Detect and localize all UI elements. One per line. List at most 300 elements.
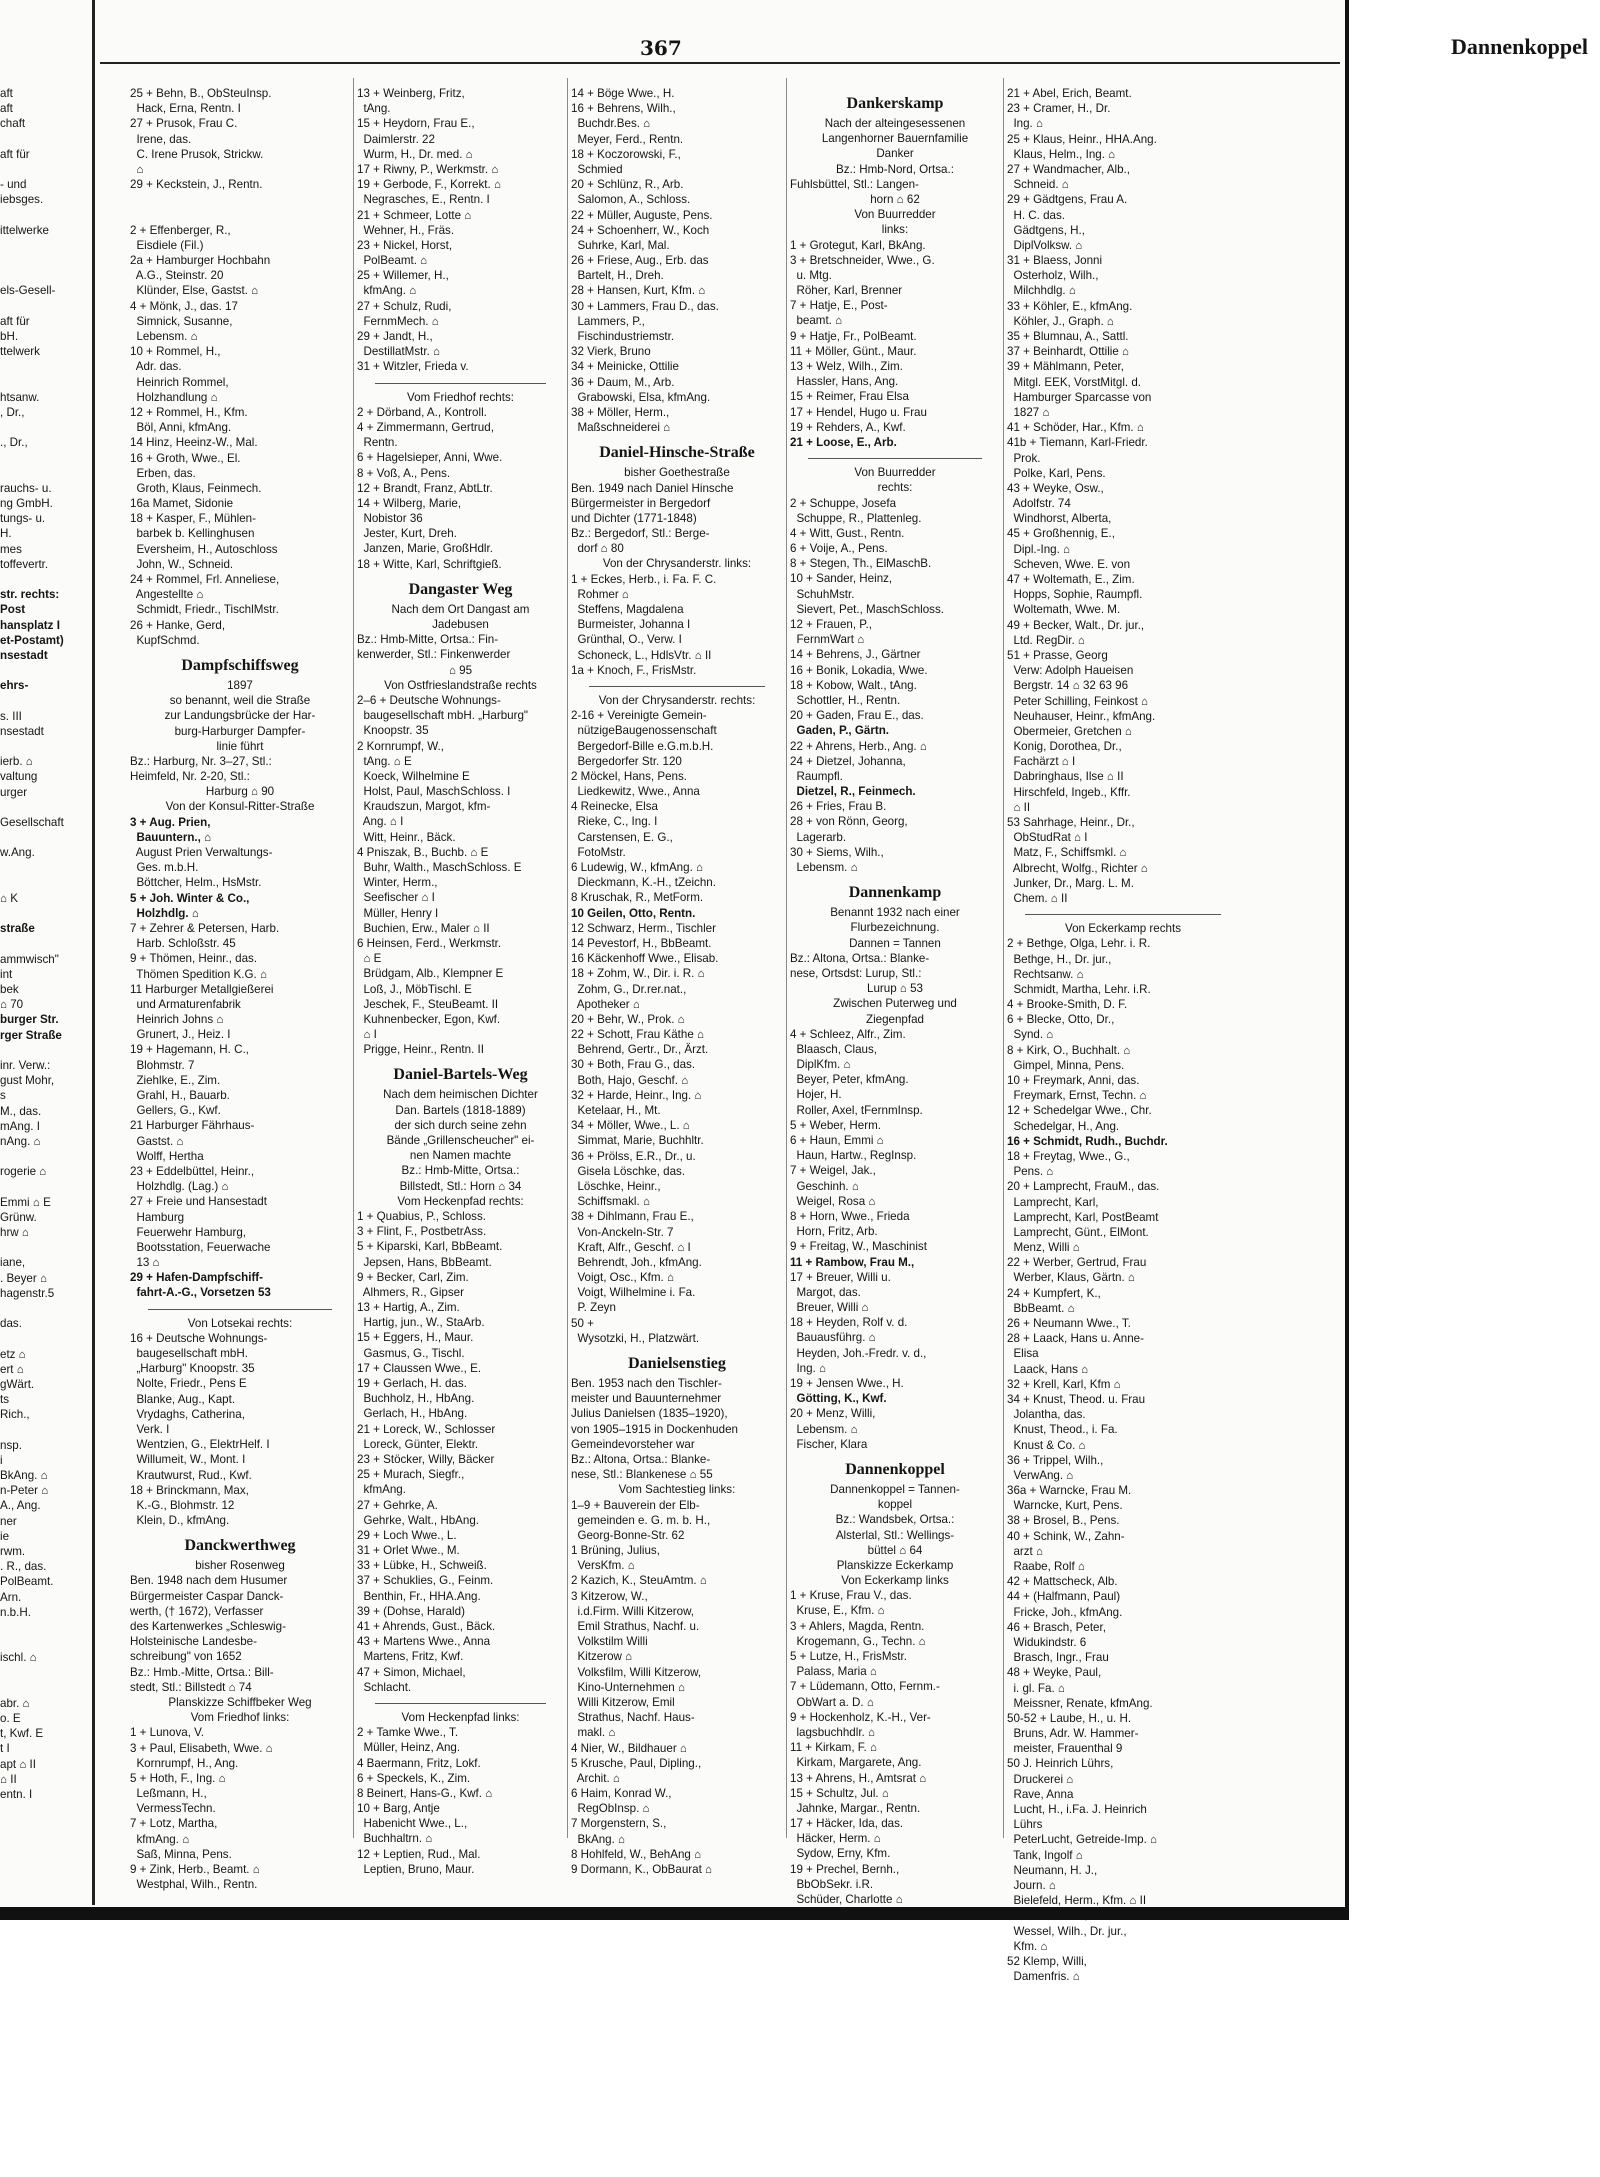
- entry-line: Heinrich Johns ⌂: [130, 1013, 224, 1027]
- entry-line: Dietzel, R., Feinmech.: [790, 785, 916, 799]
- entry-line: Voigt, Wilhelmine i. Fa.: [571, 1286, 696, 1300]
- entry-line: Nolte, Friedr., Pens E: [130, 1377, 247, 1391]
- entry-line: K.-G., Blohmstr. 12: [130, 1498, 235, 1512]
- entry-line: . R., das.: [0, 1560, 47, 1574]
- entry-line: Rich.,: [0, 1408, 30, 1422]
- entry-line: 11 + Möller, Günt., Maur.: [790, 344, 917, 358]
- entry-line: Ziehlke, E., Zim.: [130, 1073, 221, 1087]
- entry-line: Lebensm. ⌂: [790, 1422, 858, 1436]
- entry-line: FernmWart ⌂: [790, 633, 865, 647]
- entry-line: Dieckmann, K.-H., tZeichn.: [571, 876, 716, 890]
- entry-line: Hartig, jun., W., StaArb.: [357, 1316, 485, 1330]
- entry-line: Saß, Minna, Pens.: [130, 1847, 232, 1861]
- entry-line: Brüdgam, Alb., Klempner E: [357, 967, 504, 981]
- entry-line: dorf ⌂ 80: [571, 542, 624, 556]
- entry-line: arzt ⌂: [1007, 1544, 1043, 1558]
- entry-line: gemeinden e. G. m. b. H.,: [571, 1513, 711, 1527]
- entry-line: iebsges.: [0, 193, 44, 207]
- entry-line: und Armaturenfabrik: [130, 997, 241, 1011]
- entry-line: 6 + Speckels, K., Zim.: [357, 1771, 471, 1785]
- entry-line: Junker, Dr., Marg. L. M.: [1007, 876, 1134, 890]
- entry-line: Bz.: Bergedorf, Stl.: Berge-: [571, 527, 710, 541]
- entry-line: 21 Harburger Fährhaus-: [130, 1119, 255, 1133]
- entry-line: Bürgermeister Caspar Danck-: [130, 1589, 284, 1603]
- entry-line: Zohm, G., Dr.rer.nat.,: [571, 982, 687, 996]
- entry-line: t I: [0, 1742, 10, 1756]
- entry-line: Buchhaltrn. ⌂: [357, 1832, 433, 1846]
- entry-line: bek: [0, 983, 19, 997]
- entry-line: H.: [0, 527, 12, 541]
- entry-line: 24 + Kumpfert, K.,: [1007, 1286, 1101, 1300]
- entry-line: o. E: [0, 1712, 21, 1726]
- entry-line: Gaden, P., Gärtn.: [790, 724, 890, 738]
- entry-line: Blanke, Aug., Kapt.: [130, 1392, 236, 1406]
- entry-line: 29 + Jandt, H.,: [357, 330, 433, 343]
- entry-line: 8 Beinert, Hans-G., Kwf. ⌂: [357, 1786, 493, 1800]
- entry-line: w.Ang.: [0, 846, 35, 860]
- entry-line: Lebensm. ⌂: [790, 861, 858, 874]
- entry-line: 3 + Paul, Elisabeth, Wwe. ⌂: [130, 1741, 273, 1755]
- entry-line: Ing. ⌂: [790, 1361, 827, 1375]
- entry-line: P. Zeyn: [571, 1301, 616, 1315]
- entry-line: Lucht, H., i.Fa. J. Heinrich: [1007, 1803, 1147, 1816]
- entry-line: mes: [0, 542, 22, 556]
- entry-line: Negrasches, E., Rentn. I: [357, 193, 490, 207]
- entry-line: Georg-Bonne-Str. 62: [571, 1528, 685, 1542]
- entry-line: 29 + Gädtgens, Frau A.: [1007, 193, 1128, 207]
- entry-line: Schmied: [571, 162, 623, 176]
- entry-line: barbek b. Kellinghusen: [130, 527, 255, 541]
- entry-line: Daimlerstr. 22: [357, 132, 435, 146]
- entry-line: Post: [0, 603, 26, 617]
- entry-line: 32 + Harde, Heinr., Ing. ⌂: [571, 1088, 702, 1102]
- entry-line: Prok.: [1007, 451, 1041, 465]
- section-note: Vom Friedhof links:: [190, 1711, 290, 1725]
- entry-line: 12 + Leptien, Rud., Mal.: [357, 1847, 481, 1861]
- entry-line: Schottler, H., Rentn.: [790, 693, 901, 707]
- entry-line: [0, 420, 90, 435]
- entry-line: kfmAng.: [357, 1483, 406, 1497]
- street-heading: Danielsenstieg: [628, 1355, 726, 1372]
- entry-line: 27 + Gehrke, A.: [357, 1498, 438, 1512]
- entry-line: Heinrich Rommel,: [130, 375, 229, 389]
- entry-line: burger Str.: [0, 1013, 59, 1027]
- entry-line: VersKfm. ⌂: [571, 1559, 635, 1573]
- entry-line: Leptien, Bruno, Maur.: [357, 1862, 475, 1876]
- entry-line: 19 + Gerbode, F., Korrekt. ⌂: [357, 178, 501, 192]
- entry-line: Eisdiele (Fil.): [130, 238, 204, 252]
- entry-line: 42 + Mattscheck, Alb.: [1007, 1575, 1118, 1589]
- entry-line: 17 + Breuer, Willi u.: [790, 1270, 891, 1284]
- entry-line: Menz, Willi ⌂: [1007, 1241, 1080, 1255]
- entry-line: ObStudRat ⌂ I: [1007, 831, 1088, 845]
- entry-line: 10 Geilen, Otto, Rentn.: [571, 906, 696, 920]
- entry-line: 2 Möckel, Hans, Pens.: [571, 769, 687, 783]
- entry-line: ehrs-: [0, 679, 29, 693]
- entry-line: [0, 451, 90, 466]
- section-rule: [375, 1695, 546, 1704]
- entry-line: rogerie ⌂: [0, 1165, 47, 1179]
- entry-line: Gädtgens, H.,: [1007, 223, 1085, 237]
- entry-line: Witt, Heinr., Bäck.: [357, 830, 456, 844]
- entry-line: 20 + Gaden, Frau E., das.: [790, 709, 924, 723]
- entry-line: Wentzien, G., ElektrHelf. I: [130, 1438, 270, 1452]
- entry-line: 13 + Hartig, A., Zim.: [357, 1301, 460, 1315]
- entry-line: 14 + Behrens, J., Gärtner: [790, 648, 921, 662]
- entry-line: Dabringhaus, Ilse ⌂ II: [1007, 770, 1124, 784]
- entry-line: Bürgermeister in Bergedorf: [571, 496, 711, 510]
- entry-line: Gellers, G., Kwf.: [130, 1104, 221, 1118]
- entry-line: 4 Nier, W., Bildhauer ⌂: [571, 1741, 687, 1755]
- section-note: Vom Sachtestieg links:: [618, 1483, 736, 1497]
- section-note: Bände „Grillenscheucher" ei-: [386, 1134, 535, 1147]
- entry-line: Klünder, Else, Gastst. ⌂: [130, 284, 259, 298]
- scan-edge-right: [1345, 0, 1349, 1920]
- section-note: Vom Heckenpfad rechts:: [397, 1194, 524, 1208]
- section-note: burg-Harburger Dampfer-: [174, 724, 306, 738]
- entry-line: Ltd. RegDir. ⌂: [1007, 633, 1085, 647]
- section-note: Harburg ⌂ 90: [205, 785, 275, 799]
- directory-column-5: [1007, 86, 1239, 1984]
- entry-line: Buchdr.Bes. ⌂: [571, 117, 651, 131]
- entry-line: Ben. 1949 nach Daniel Hinsche: [571, 481, 734, 495]
- page-number: 367: [640, 36, 682, 60]
- entry-line: Hamburger Sparcasse von: [1007, 390, 1152, 404]
- entry-line: i: [0, 1453, 3, 1467]
- section-note: Langenhorner Bauernfamilie: [821, 132, 969, 146]
- entry-line: Volksfilm, Willi Kitzerow,: [571, 1665, 702, 1679]
- entry-line: Lammers, P.,: [571, 314, 645, 328]
- entry-line: Arn.: [0, 1590, 22, 1604]
- entry-line: [0, 830, 90, 845]
- entry-line: 46 + Brasch, Peter,: [1007, 1620, 1106, 1634]
- entry-line: [0, 253, 90, 268]
- entry-line: iane,: [0, 1256, 26, 1270]
- entry-line: 50 J. Heinrich Lührs,: [1007, 1757, 1114, 1771]
- entry-line: Strathus, Nachf. Haus-: [571, 1711, 695, 1725]
- entry-line: ner: [0, 1514, 17, 1528]
- entry-line: VerwAng. ⌂: [1007, 1468, 1074, 1482]
- entry-line: [0, 1301, 90, 1316]
- entry-line: Lamprecht, Karl, PostBeamt: [1007, 1210, 1159, 1224]
- entry-line: 31 + Orlet Wwe., M.: [357, 1544, 460, 1558]
- page-gutter-line: [92, 0, 95, 1905]
- entry-line: [0, 1043, 90, 1058]
- entry-line: 50-52 + Laube, H., u. H.: [1007, 1711, 1132, 1725]
- section-note: Zwischen Puterweg und: [833, 997, 957, 1011]
- entry-line: - und: [0, 178, 27, 192]
- entry-line: 23 + Stöcker, Willy, Bäcker: [357, 1452, 495, 1466]
- entry-line: Lamprecht, Karl,: [1007, 1195, 1099, 1209]
- entry-line: werth, († 1672), Verfasser: [130, 1604, 264, 1618]
- entry-line: meister, Frauenthal 9: [1007, 1742, 1123, 1756]
- section-note: koppel: [877, 1498, 913, 1512]
- entry-line: [0, 1620, 90, 1635]
- entry-line: Benthin, Fr., HHA.Ang.: [357, 1589, 481, 1603]
- entry-line: 22 + Ahrens, Herb., Ang. ⌂: [790, 739, 927, 753]
- entry-line: 5 + Joh. Winter & Co.,: [130, 891, 250, 905]
- column-divider: [567, 78, 568, 1838]
- entry-line: 38 + Dihlmann, Frau E.,: [571, 1210, 694, 1224]
- entry-line: Krogemann, G., Techn. ⌂: [790, 1634, 926, 1648]
- entry-line: Raumpfl.: [790, 769, 843, 783]
- entry-line: 27 + Freie und Hansestadt: [130, 1195, 267, 1209]
- section-note: Von Eckerkamp rechts: [1065, 922, 1181, 936]
- section-note: Alsterlal, Stl.: Wellings-: [835, 1528, 955, 1542]
- entry-line: 35 + Blumnau, A., Sattl.: [1007, 330, 1129, 343]
- entry-line: aft: [0, 87, 13, 100]
- entry-line: 30 + Both, Frau G., das.: [571, 1058, 696, 1072]
- entry-line: BkAng. ⌂: [0, 1469, 48, 1483]
- entry-line: Fachärzt ⌂ I: [1007, 755, 1076, 769]
- entry-line: 8 + Voß, A., Pens.: [357, 466, 451, 480]
- entry-line: 6 Ludewig, W., kfmAng. ⌂: [571, 861, 704, 874]
- entry-line: 2a + Hamburger Hochbahn: [130, 254, 271, 268]
- entry-line: 1 + Kruse, Frau V., das.: [790, 1589, 912, 1603]
- section-note: nen Namen machte: [409, 1149, 512, 1163]
- entry-line: Werber, Klaus, Gärtn. ⌂: [1007, 1271, 1135, 1285]
- entry-line: 5 + Lutze, H., FrisMstr.: [790, 1650, 907, 1663]
- entry-line: 41 + Schöder, Har., Kfm. ⌂: [1007, 421, 1144, 435]
- entry-line: 28 + von Rönn, Georg,: [790, 815, 908, 829]
- section-note: ⌂ 95: [448, 663, 473, 677]
- entry-line: Gehrke, Walt., HbAng.: [357, 1513, 479, 1527]
- entry-line: Böttcher, Helm., HsMstr.: [130, 876, 262, 890]
- entry-line: Blohmstr. 7: [130, 1058, 195, 1072]
- entry-line: 20 + Menz, Willi,: [790, 1407, 876, 1421]
- entry-line: 25 + Murach, Siegfr.,: [357, 1468, 465, 1482]
- entry-line: 6 Haim, Konrad W.,: [571, 1787, 672, 1801]
- entry-line: Böl, Anni, kfmAng.: [130, 421, 232, 435]
- entry-line: Ben. 1948 nach dem Husumer: [130, 1574, 288, 1588]
- entry-line: Bethge, H., Dr. jur.,: [1007, 952, 1112, 966]
- entry-line: ObWart a. D. ⌂: [790, 1695, 874, 1709]
- entry-line: 7 + Lüdemann, Otto, Fernm.-: [790, 1680, 940, 1694]
- entry-line: 2 + Bethge, Olga, Lehr. i. R.: [1007, 937, 1151, 951]
- section-note: Planskizze Eckerkamp: [836, 1558, 954, 1572]
- entry-line: 15 + Heydorn, Frau E.,: [357, 117, 475, 131]
- entry-line: 14 + Wilberg, Marie,: [357, 496, 462, 510]
- entry-line: [0, 162, 90, 177]
- entry-line: 6 + Blecke, Otto, Dr.,: [1007, 1013, 1115, 1027]
- entry-line: Schedelgar, H., Ang.: [1007, 1119, 1120, 1133]
- previous-page-strip: [0, 86, 90, 1802]
- section-note: Von Eckerkamp links: [841, 1574, 949, 1588]
- entry-line: [0, 663, 90, 678]
- entry-line: 7 + Weigel, Jak.,: [790, 1164, 876, 1178]
- running-head: Dannenkoppel: [1451, 34, 1588, 59]
- entry-line: Raabe, Rolf ⌂: [1007, 1560, 1085, 1573]
- entry-line: tAng. ⌂ E: [357, 754, 412, 768]
- entry-line: das.: [0, 1317, 22, 1331]
- entry-line: Habenicht Wwe., L.,: [357, 1817, 468, 1831]
- entry-line: Leßmann, H.,: [130, 1787, 207, 1801]
- entry-line: Wolff, Hertha: [130, 1149, 204, 1163]
- entry-line: Holst, Paul, MaschSchloss. I: [357, 785, 511, 799]
- entry-line: Kraudszun, Margot, kfm-: [357, 800, 491, 814]
- entry-line: Nobistor 36: [357, 512, 423, 526]
- entry-line: Liedkewitz, Wwe., Anna: [571, 785, 700, 799]
- entry-line: Grünw.: [0, 1210, 37, 1224]
- entry-line: 23 + Cramer, H., Dr.: [1007, 102, 1111, 116]
- entry-line: 5 + Kiparski, Karl, BbBeamt.: [357, 1240, 503, 1254]
- entry-line: [0, 739, 90, 754]
- section-note: rechts:: [877, 481, 913, 495]
- entry-line: Volkstilm Willi: [571, 1635, 648, 1649]
- column-divider: [786, 78, 787, 1838]
- entry-line: 36 + Trippel, Wilh.,: [1007, 1453, 1104, 1467]
- entry-line: Ges. m.b.H.: [130, 861, 199, 875]
- entry-line: 19 + Hagemann, H. C.,: [130, 1043, 249, 1057]
- section-note: Jadebusen: [432, 618, 489, 631]
- entry-line: nützigeBaugenossenschaft: [571, 724, 717, 738]
- entry-line: Bz.: Hmb-Mitte, Ortsa.: Fin-: [357, 633, 499, 647]
- entry-line: Rohmer ⌂: [571, 587, 629, 601]
- entry-line: 22 + Werber, Gertrud, Frau: [1007, 1256, 1147, 1270]
- section-note: Von Buurredder: [854, 208, 936, 222]
- entry-line: rauchs- u.: [0, 481, 52, 495]
- entry-line: inr. Verw.:: [0, 1059, 51, 1072]
- entry-line: Krautwurst, Rud., Kwf.: [130, 1468, 252, 1482]
- entry-line: Meissner, Renate, kfmAng.: [1007, 1696, 1153, 1710]
- entry-line: hagenstr.5: [0, 1286, 55, 1300]
- entry-line: Willumeit, W., Mont. I: [130, 1453, 246, 1467]
- entry-line: Sievert, Pet., MaschSchloss.: [790, 602, 944, 616]
- entry-line: 18 + Witte, Karl, Schriftgieß.: [357, 557, 502, 571]
- section-note: so benannt, weil die Straße: [169, 694, 311, 708]
- entry-line: 2 Kornrumpf, W.,: [357, 739, 444, 753]
- entry-line: nsp.: [0, 1438, 22, 1452]
- entry-line: PolBeamt.: [0, 1575, 54, 1589]
- entry-line: Gasmus, G., Tischl.: [357, 1346, 465, 1360]
- entry-line: Freymark, Ernst, Techn. ⌂: [1007, 1089, 1147, 1103]
- entry-line: baugesellschaft mbH.: [130, 1347, 248, 1360]
- entry-line: 4 + Mönk, J., das. 17: [130, 299, 238, 313]
- entry-line: Buchholz, H., HbAng.: [357, 1392, 475, 1406]
- directory-column-4: [790, 86, 1000, 1906]
- entry-line: Gastst. ⌂: [130, 1134, 184, 1148]
- entry-line: Lagerarb.: [790, 830, 847, 844]
- entry-line: von 1905–1915 in Dockenhuden: [571, 1422, 738, 1436]
- street-heading: Daniel-Bartels-Weg: [393, 1066, 528, 1084]
- section-note: büttel ⌂ 64: [867, 1543, 923, 1557]
- entry-line: Grabowski, Elsa, kfmAng.: [571, 390, 711, 404]
- entry-line: 32 Vierk, Bruno: [571, 345, 651, 359]
- entry-line: Kirkam, Margarete, Ang.: [790, 1756, 922, 1770]
- entry-line: Palass, Maria ⌂: [790, 1665, 877, 1679]
- entry-line: Bauausführg. ⌂: [790, 1331, 876, 1345]
- entry-line: Geschinh. ⌂: [790, 1179, 859, 1193]
- entry-line: 9 + Hatje, Fr., PolBeamt.: [790, 329, 917, 343]
- entry-line: 26 + Fries, Frau B.: [790, 800, 887, 814]
- section-note: Von Buurredder: [854, 466, 936, 480]
- entry-line: 23 + Nickel, Horst,: [357, 238, 453, 252]
- entry-line: 10 + Freymark, Anni, das.: [1007, 1074, 1140, 1087]
- entry-line: 25 + Klaus, Heinr., HHA.Ang.: [1007, 132, 1157, 146]
- entry-line: Schoneck, L., HdlsVtr. ⌂ II: [571, 648, 712, 662]
- section-note: bisher Goethestraße: [624, 466, 730, 480]
- entry-line: 52 Klemp, Willi,: [1007, 1954, 1087, 1968]
- entry-line: 7 + Lotz, Martha,: [130, 1817, 218, 1831]
- entry-line: Kitzerow ⌂: [571, 1650, 633, 1664]
- entry-line: Fricke, Joh., kfmAng.: [1007, 1605, 1123, 1619]
- entry-line: 48 + Weyke, Paul,: [1007, 1666, 1102, 1680]
- entry-line: Heimfeld, Nr. 2-20, Stl.:: [130, 770, 250, 784]
- entry-line: 32 + Krell, Karl, Kfm ⌂: [1007, 1377, 1121, 1391]
- entry-line: Tank, Ingolf ⌂: [1007, 1848, 1083, 1862]
- entry-line: ., Dr.,: [0, 436, 28, 450]
- section-note: Lurup ⌂ 53: [867, 982, 923, 996]
- entry-line: Häcker, Herm. ⌂: [790, 1832, 881, 1846]
- entry-line: [130, 192, 350, 207]
- entry-line: 12 Schwarz, Herm., Tischler: [571, 921, 716, 935]
- entry-line: s: [0, 1089, 6, 1103]
- entry-line: 47 + Simon, Michael,: [357, 1665, 466, 1679]
- entry-line: [0, 876, 90, 891]
- section-note: Von Lotsekai rechts:: [187, 1316, 293, 1330]
- entry-line: Alhmers, R., Gipser: [357, 1285, 464, 1299]
- section-rule: [375, 375, 546, 384]
- street-heading: Danckwerthweg: [184, 1537, 296, 1555]
- entry-line: Adr. das.: [130, 360, 182, 374]
- entry-line: Götting, K., Kwf.: [790, 1392, 887, 1406]
- entry-line: 27 + Schulz, Rudi,: [357, 299, 452, 313]
- entry-line: Bauuntern., ⌂: [130, 830, 212, 844]
- entry-line: 1 Brüning, Julius,: [571, 1544, 660, 1558]
- entry-line: 13 ⌂: [130, 1256, 160, 1270]
- entry-line: Röher, Karl, Brenner: [790, 284, 903, 298]
- entry-line: 18 + Kobow, Walt., tAng.: [790, 678, 917, 692]
- entry-line: nese, Stl.: Blankenese ⌂ 55: [571, 1468, 713, 1482]
- entry-line: 9 + Freitag, W., Maschinist: [790, 1240, 927, 1254]
- entry-line: 18 + Zohm, W., Dir. i. R. ⌂: [571, 967, 705, 981]
- entry-line: 49 + Becker, Walt., Dr. jur.,: [1007, 618, 1145, 632]
- section-note: Bz.: Wandsbek, Ortsa.:: [835, 1513, 955, 1527]
- entry-line: Widukindstr. 6: [1007, 1635, 1087, 1649]
- entry-line: [0, 132, 90, 147]
- entry-line: Fischindustriemstr.: [571, 330, 675, 343]
- entry-line: 34 + Möller, Wwe., L. ⌂: [571, 1119, 690, 1133]
- entry-line: Breuer, Willi ⌂: [790, 1301, 869, 1315]
- entry-line: 1 + Quabius, P., Schloss.: [357, 1209, 487, 1223]
- entry-line: 2-16 + Vereinigte Gemein-: [571, 709, 707, 723]
- entry-line: 8 + Kirk, O., Buchhalt. ⌂: [1007, 1043, 1131, 1057]
- entry-line: Haun, Hartw., RegInsp.: [790, 1149, 917, 1163]
- entry-line: tungs- u.: [0, 512, 46, 526]
- entry-line: 21 + Schmeer, Lotte ⌂: [357, 208, 472, 222]
- entry-line: 36a + Warncke, Frau M.: [1007, 1484, 1132, 1498]
- entry-line: i. gl. Fa. ⌂: [1007, 1681, 1065, 1695]
- entry-line: 25 + Behn, B., ObSteuInsp.: [130, 87, 272, 100]
- entry-line: 38 + Brosel, B., Pens.: [1007, 1514, 1120, 1528]
- entry-line: Bz.: Harburg, Nr. 3–27, Stl.:: [130, 754, 272, 768]
- entry-line: Fuhlsbüttel, Stl.: Langen-: [790, 177, 919, 191]
- entry-line: Jester, Kurt, Dreh.: [357, 527, 457, 541]
- entry-line: Emil Strathus, Nachf. u.: [571, 1620, 700, 1633]
- entry-line: 4 + Zimmermann, Gertrud,: [357, 420, 494, 434]
- entry-line: 13 + Weinberg, Fritz,: [357, 87, 465, 100]
- entry-line: 8 Kruschak, R., MetForm.: [571, 891, 704, 905]
- entry-line: Loß, J., MöbTischl. E: [357, 982, 472, 996]
- directory-column-3: [571, 86, 783, 1906]
- entry-line: str. rechts:: [0, 588, 60, 602]
- section-note: Vom Friedhof rechts:: [407, 390, 514, 404]
- entry-line: 18 + Heyden, Rolf v. d.: [790, 1316, 908, 1330]
- entry-line: Gisela Löschke, das.: [571, 1164, 686, 1178]
- entry-line: 2 + Schuppe, Josefa: [790, 496, 897, 510]
- entry-line: 2–6 + Deutsche Wohnungs-: [357, 693, 501, 707]
- entry-line: Bz.: Altona, Ortsa.: Blanke-: [790, 951, 930, 965]
